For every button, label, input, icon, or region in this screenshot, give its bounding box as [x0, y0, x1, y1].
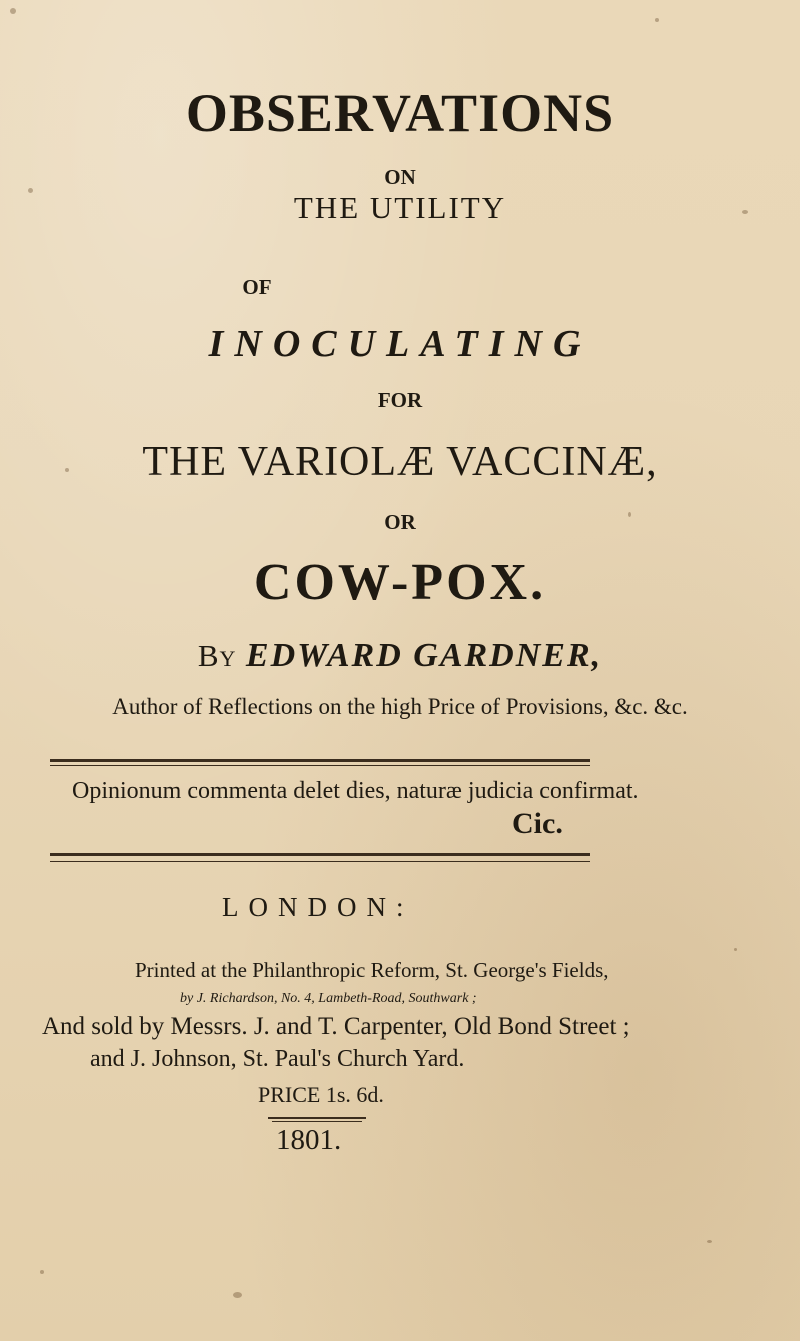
epigraph-source: Cic. [512, 807, 563, 840]
paper-speck [655, 18, 659, 22]
imprint-printer: by J. Richardson, No. 4, Lambeth-Road, Southwark ; [180, 991, 477, 1006]
paper-speck [10, 8, 16, 14]
title-inoculating: INOCULATING [208, 323, 592, 365]
title-or: OR [384, 510, 416, 534]
paper-speck [707, 1240, 712, 1243]
price-rule-thin [272, 1121, 362, 1122]
title-of: OF [242, 275, 272, 299]
imprint-sold-first: And sold by Messrs. J. and T. Carpenter, Old Bond Street ; [42, 1013, 630, 1040]
imprint-city: LONDON: [222, 892, 414, 922]
imprint-year: 1801. [276, 1124, 342, 1156]
author-name: EDWARD GARDNER, [245, 637, 603, 674]
author-line [0, 637, 800, 675]
imprint-price: PRICE 1s. 6d. [258, 1082, 384, 1107]
paper-speck [233, 1292, 242, 1298]
bottom-rule [50, 853, 590, 856]
paper-speck [40, 1270, 44, 1274]
title-the-utility: THE UTILITY [293, 190, 507, 225]
title-observations: OBSERVATIONS [185, 83, 615, 143]
top-rule-thin [50, 765, 590, 766]
price-rule [268, 1117, 366, 1119]
top-rule [50, 759, 590, 762]
title-on: ON [384, 165, 416, 189]
author-prefix: By [197, 638, 237, 673]
imprint-printed: Printed at the Philanthropic Reform, St. George's Fields, [135, 958, 609, 982]
epigraph-text: Opinionum commenta delet dies, naturæ judicia confirmat. [72, 778, 639, 804]
title-variolae-vaccinae: THE VARIOLÆ VACCINÆ, [142, 439, 658, 485]
imprint-sold-second: and J. Johnson, St. Paul's Church Yard. [90, 1046, 465, 1072]
paper-speck [734, 948, 737, 951]
author-description: Author of Reflections on the high Price of Provisions, &c. &c. [112, 694, 688, 719]
title-cow-pox: COW-POX. [253, 554, 547, 611]
title-for: FOR [377, 388, 423, 412]
bottom-rule-thin [50, 861, 590, 862]
